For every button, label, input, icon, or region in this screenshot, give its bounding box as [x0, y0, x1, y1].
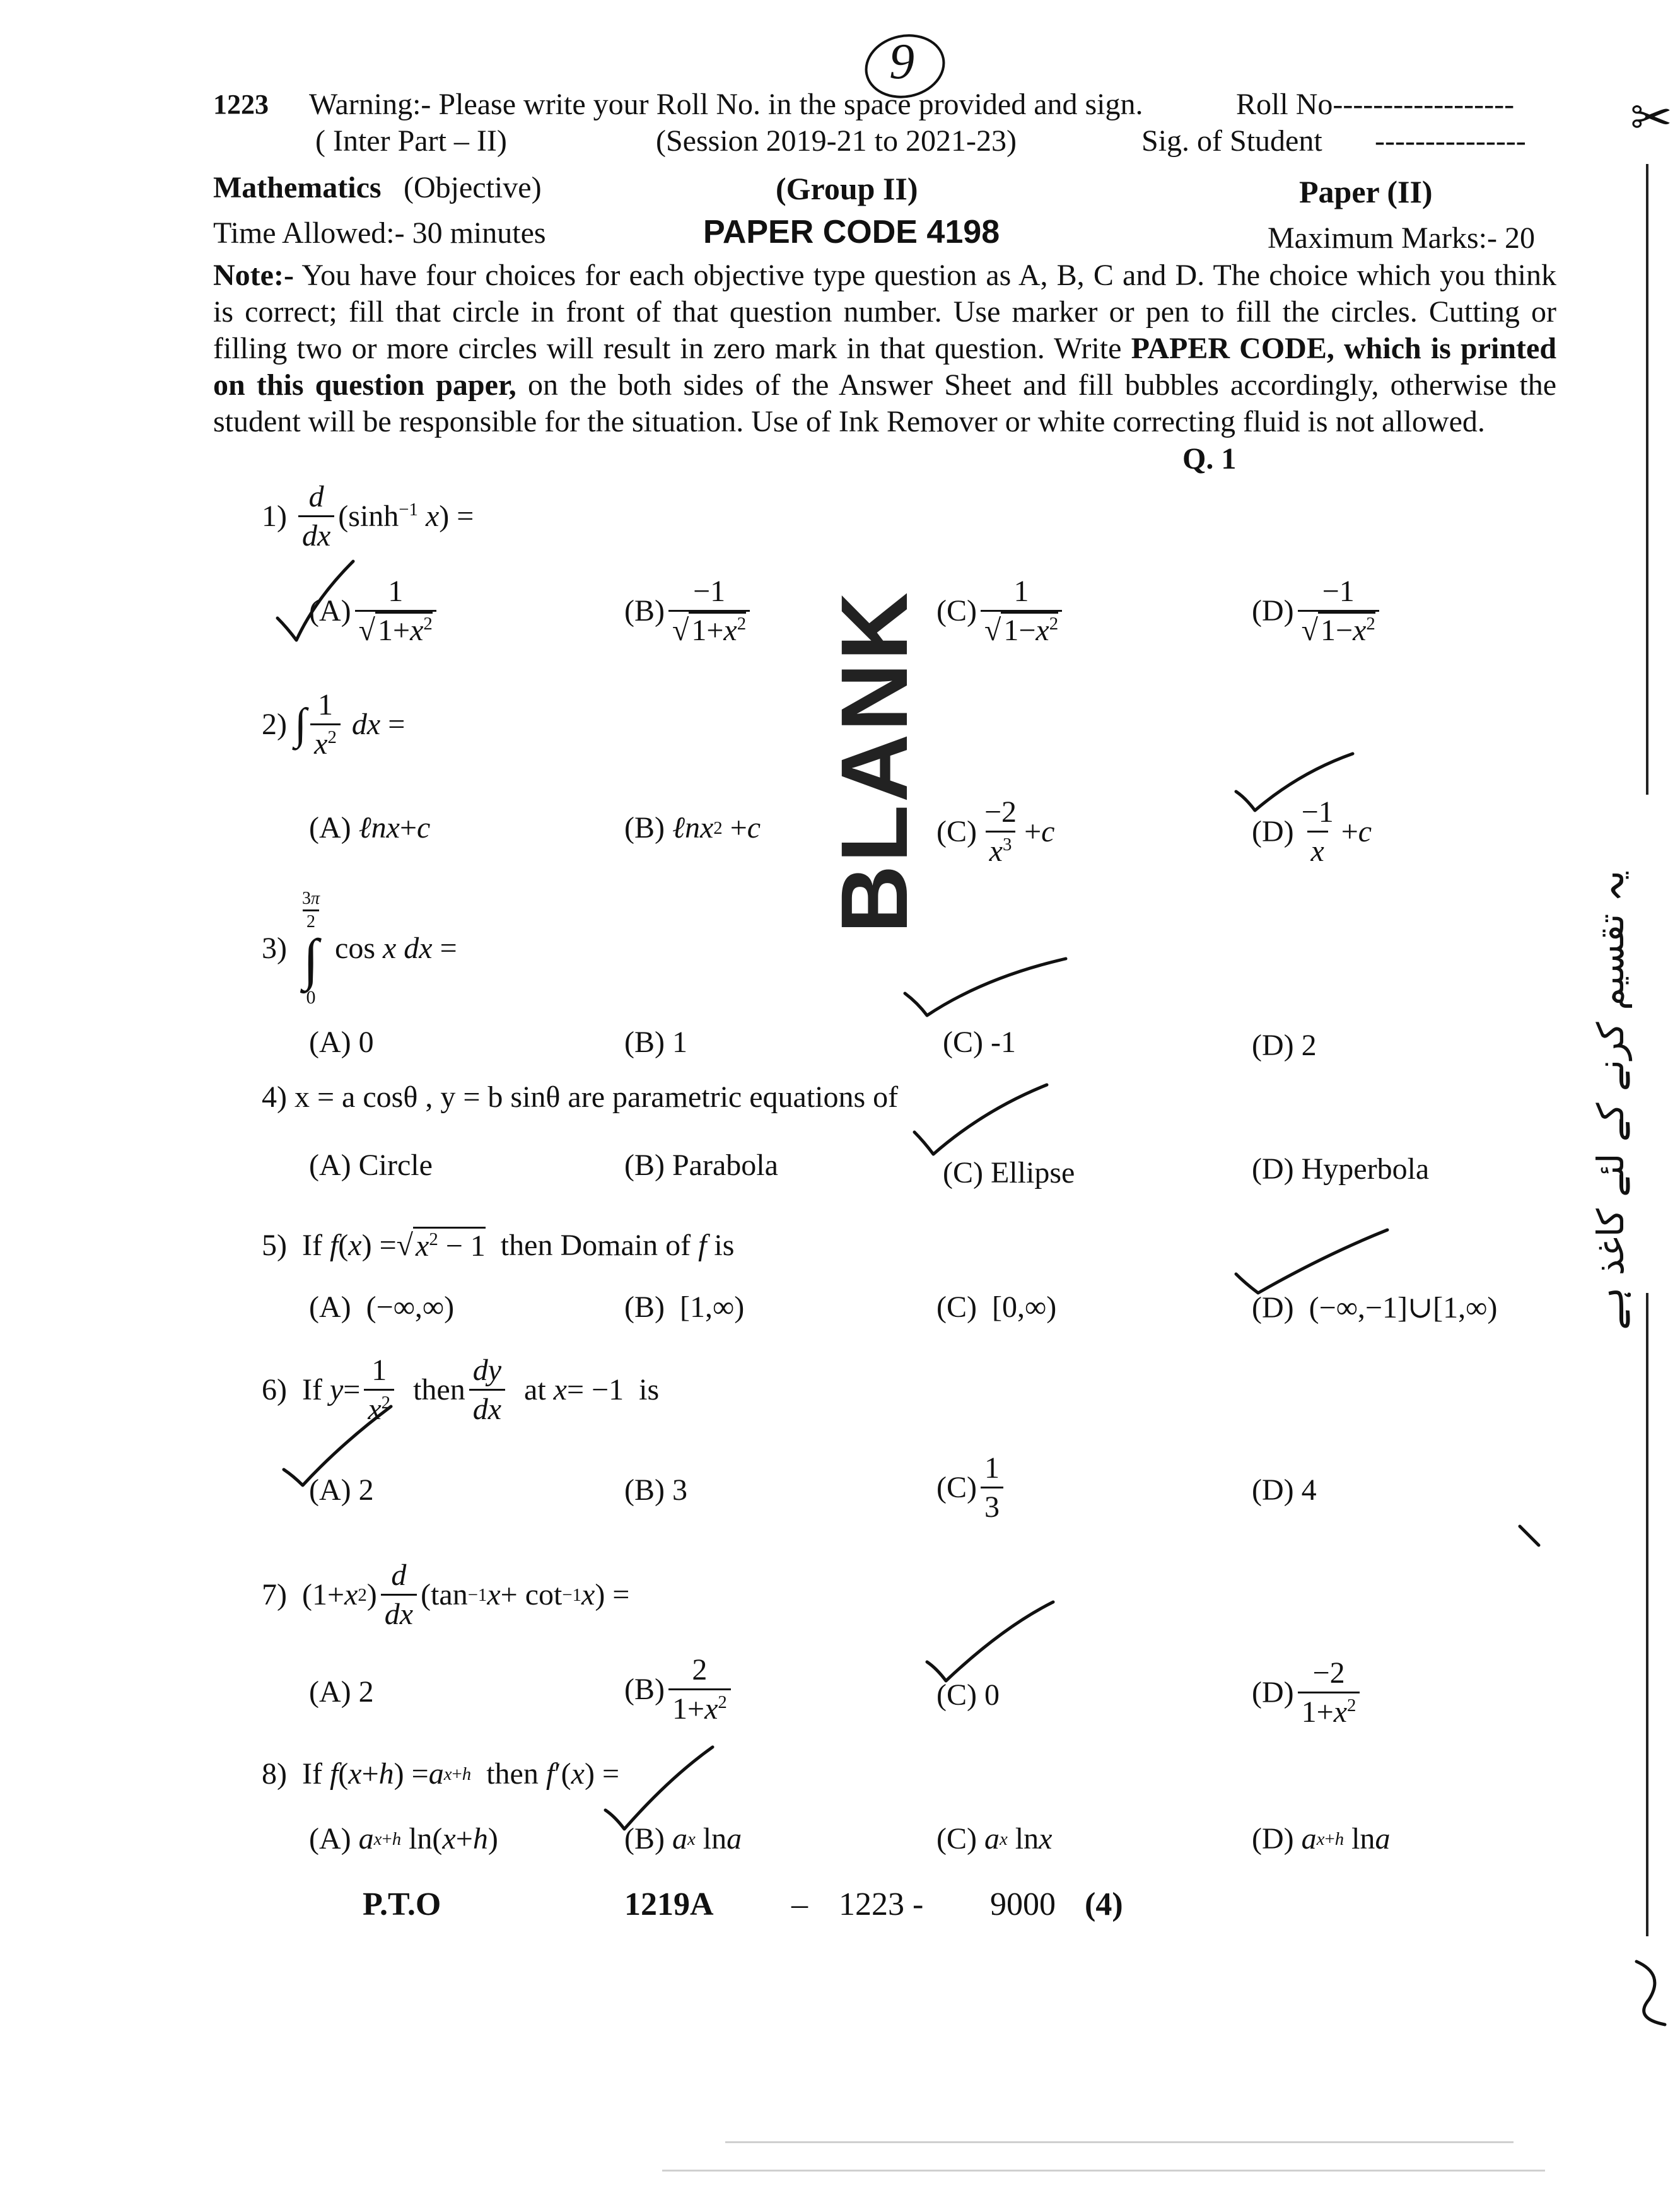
paper-code: PAPER CODE 4198 [703, 214, 1000, 250]
cut-line-lower [1646, 1293, 1648, 1936]
cut-line-upper [1646, 164, 1648, 795]
q2-option-b: (B) ℓnx 2 + c [624, 811, 761, 845]
tick-mark-q3 [905, 959, 1066, 1015]
note-text-1: You have four choices for each objective type question as A, B, C and D. The choice which you think is correct; fill that circle in front of that question number. Use marker or pen to fill the circles. Cutting or filling two or more circles will result in zero mark in that question. Write [213, 259, 1557, 365]
question-8: 8) If f ( x + h ) = a x+h then f ′( x ) = [262, 1757, 620, 1791]
q2-option-c: (C) $\frac{-2}{x^3}$ + c [936, 795, 1055, 868]
scan-artifact-line [725, 2141, 1514, 2143]
scissors-icon: ✂ [1630, 88, 1673, 147]
q1-option-a: (A) 1 √ $1+x^2$ [309, 574, 440, 648]
circled-number: 9 [889, 34, 914, 90]
q2-option-d: (D) $\frac{-1}{x}$ + c [1252, 795, 1372, 868]
q4-option-c: (C) Ellipse [943, 1156, 1075, 1190]
instructions-note [213, 257, 1556, 440]
q3-option-a: (A) 0 [309, 1026, 374, 1059]
q8-option-d: (D) a x+h ln a [1252, 1822, 1391, 1856]
q6-option-c: (C) $\frac{1}{3}$ [936, 1451, 1007, 1524]
footer-code: 1219A [624, 1886, 714, 1922]
footer-number: 1223 - [839, 1886, 924, 1922]
note-bold-text: PAPER CODE, which is printed on this question paper, [213, 332, 1557, 402]
question-label: Q. 1 [1182, 442, 1237, 476]
tick-mark-q8 [605, 1747, 713, 1829]
question-5: 5) If f ( x ) = √ $x^2 - 1$ then Domain of f is [262, 1227, 734, 1263]
q1-option-c: (C) 1 √ $1-x^2$ [936, 574, 1066, 648]
q3-option-b: (B) 1 [624, 1026, 687, 1059]
question-1: 1) $\frac{d}{dx}$ ($\sinh^{-1}$ x) = [262, 480, 474, 552]
q1-option-b: (B) −1 √ $1+x^2$ [624, 574, 754, 648]
paper-number: 1223 [213, 89, 269, 120]
pto-label: P.T.O [363, 1886, 441, 1922]
time-allowed: Time Allowed:- 30 minutes [213, 216, 546, 250]
tick-mark-q7 [927, 1602, 1053, 1681]
footer-dash: – [791, 1886, 808, 1922]
session: (Session 2019-21 to 2021-23) [656, 124, 1017, 158]
question-6: 6) If y = $\frac{1}{x^2}$ then $\frac{dy}{dx}$ at x = −1 is [262, 1353, 660, 1426]
q3-option-c: (C) -1 [943, 1026, 1016, 1059]
q7-option-d: (D) $\frac{-2}{1+x^2}$ [1252, 1656, 1363, 1729]
inter-part: ( Inter Part – II) [315, 124, 507, 158]
q3-option-d: (D) 2 [1252, 1029, 1317, 1062]
q6-option-b: (B) 3 [624, 1473, 687, 1507]
q5-option-c: (C) [0,∞) [936, 1290, 1057, 1324]
max-marks: Maximum Marks:- 20 [1268, 221, 1535, 255]
q7-option-b: (B) $\frac{2}{1+x^2}$ [624, 1652, 735, 1726]
q8-option-b: (B) a x ln a [624, 1822, 742, 1856]
q5-option-d: (D) (−∞,−1]∪[1,∞) [1252, 1291, 1498, 1324]
paper-label: Paper (II) [1299, 174, 1433, 209]
circled-page-number [861, 28, 949, 104]
tick-mark-q5 [1236, 1230, 1387, 1293]
note-label: Note:- [213, 259, 294, 292]
subject: Mathematics [213, 171, 382, 204]
stray-mark [1520, 1526, 1539, 1545]
note-text-2: on the both sides of the Answer Sheet and fill bubbles accordingly, otherwise the student will be responsible for the situation. Use of Ink Remover or white correcting fluid is not allowed. [213, 368, 1557, 438]
q2-option-a: (A) ℓnx + c [309, 811, 431, 845]
q1-option-d: (D) −1 √ $1-x^2$ [1252, 574, 1383, 648]
blank-stamp: BLANK [821, 590, 927, 933]
warning-text: Warning:- Please write your Roll No. in the space provided and sign. [309, 88, 1143, 121]
q7-option-c: (C) 0 [936, 1678, 1000, 1712]
q5-option-b: (B) [1,∞) [624, 1290, 745, 1324]
q7-option-a: (A) 2 [309, 1675, 374, 1709]
side-mark [1636, 1962, 1665, 2025]
signature-label: Sig. of Student [1141, 124, 1322, 158]
q6-option-d: (D) 4 [1252, 1473, 1317, 1507]
group-label: (Group II) [776, 171, 918, 206]
q4-option-a: (A) Circle [309, 1149, 433, 1182]
q6-option-a: (A) 2 [309, 1473, 374, 1507]
q8-option-c: (C) a x ln x [936, 1822, 1053, 1856]
scan-artifact-line [662, 2170, 1545, 2172]
q4-option-b: (B) Parabola [624, 1149, 778, 1182]
q8-option-a: (A) a x+h ln( x + h ) [309, 1822, 498, 1856]
tick-mark-q4 [914, 1085, 1047, 1154]
side-urdu-text: یہ تقسیم کرنے کے لئے کاغذ ہے [1589, 870, 1632, 1330]
footer-sheet: (4) [1085, 1886, 1123, 1922]
signature-line: --------------- [1375, 124, 1526, 158]
question-3: 3) $\frac{3\pi}{2}$ ∫ 0 cos x dx = [262, 889, 457, 1008]
question-7: 7) (1+ x 2 ) $\frac{d}{dx}$ (tan −1 x + cot −1 x ) = [262, 1558, 630, 1631]
question-2: 2) ∫ $\frac{1}{x^2}$ dx = [262, 688, 405, 761]
question-4: 4) x = a cosθ , y = b sinθ are parametric equations of [262, 1080, 899, 1114]
q4-option-d: (D) Hyperbola [1252, 1152, 1430, 1186]
objective-label: (Objective) [404, 171, 542, 204]
q5-option-a: (A) (−∞,∞) [309, 1290, 455, 1324]
roll-no-field: Roll No------------------ [1236, 88, 1515, 121]
footer-copies: 9000 [990, 1886, 1056, 1922]
